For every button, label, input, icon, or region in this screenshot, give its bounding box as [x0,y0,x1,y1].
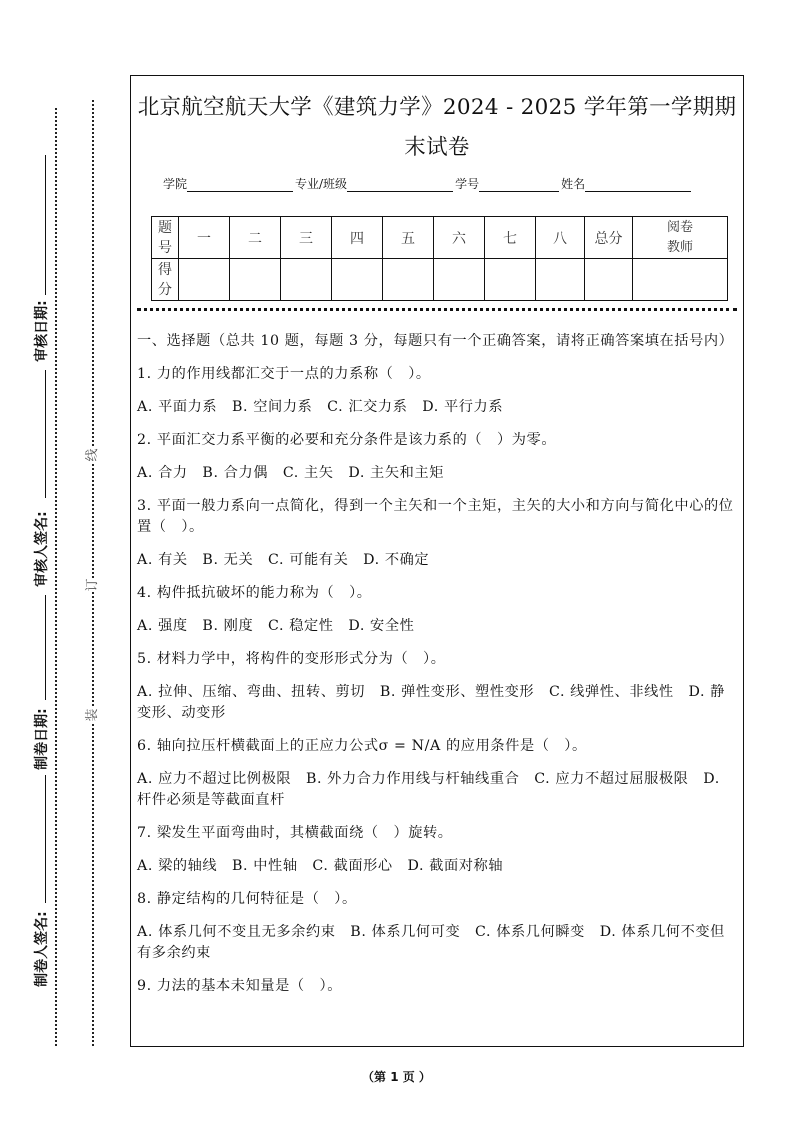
score-cell-total[interactable] [585,259,633,301]
col-header-3: 三 [281,217,332,259]
score-cell-4[interactable] [332,259,383,301]
question-5-options: A. 拉伸、压缩、弯曲、扭转、剪切 B. 弹性变形、塑性变形 C. 线弹性、非线性 D. 静变形、动变形 [137,684,725,721]
question-2-options: A. 合力 B. 合力偶 C. 主矢 D. 主矢和主矩 [137,465,444,481]
question-number-label: 题号 [152,217,179,259]
line-glyph: 线 [85,448,100,462]
cut-line-outer [92,100,94,1046]
compiler-signature-underline [45,775,46,905]
col-header-8: 八 [536,217,585,259]
score-cell-3[interactable] [281,259,332,301]
section-choice-questions [137,331,739,1009]
exam-paper [130,75,744,1047]
question-8-options: A. 体系几何不变且无多余约束 B. 体系几何可变 C. 体系几何瞬变 D. 体系几何不变但有多余约束 [137,924,725,961]
col-header-4: 四 [332,217,383,259]
score-table-score-row [152,259,728,301]
col-header-total: 总分 [585,217,633,259]
question-3-stem: 3. 平面一般力系向一点简化，得到一个主矢和一个主矩，主矢的大小和方向与简化中心的位置（ ）。 [137,498,734,535]
question-6-options: A. 应力不超过比例极限 B. 外力合力作用线与杆轴线重合 C. 应力不超过屈服极限 D. 杆件必须是等截面直杆 [137,771,720,808]
col-header-2: 二 [230,217,281,259]
section-heading: 一、选择题（总共 10 题，每题 3 分，每题只有一个正确答案，请将正确答案填在括号内） [137,333,734,349]
question-1-options: A. 平面力系 B. 空间力系 C. 汇交力系 D. 平行力系 [137,399,504,415]
question-1-stem: 1. 力的作用线都汇交于一点的力系称（ ）。 [137,366,431,382]
college-field[interactable] [187,179,293,192]
major-class-field[interactable] [347,179,453,192]
question-7-options: A. 梁的轴线 B. 中性轴 C. 截面形心 D. 截面对称轴 [137,858,504,874]
student-info-row [163,175,693,192]
question-9-stem: 9. 力法的基本未知量是（ ）。 [137,978,342,994]
cut-line-inner [55,108,57,1046]
question-7-stem: 7. 梁发生平面弯曲时，其横截面绕（ ）旋转。 [137,825,453,841]
question-4-stem: 4. 构件抵抗破坏的能力称为（ ）。 [137,585,372,601]
field-label-college: 学院 [163,177,188,191]
question-8-stem: 8. 静定结构的几何特征是（ ）。 [137,891,357,907]
dotted-separator [137,308,737,311]
exam-title: 北京航空航天大学《建筑力学》2024 - 2025 学年第一学期期末试卷 [137,95,737,160]
field-label-name: 姓名 [561,177,586,191]
score-table-header-row [152,217,728,259]
score-cell-grader[interactable] [633,259,728,301]
score-cell-8[interactable] [536,259,585,301]
compile-date-label: 制卷日期: [31,703,49,775]
score-label: 得分 [152,259,179,301]
page-number: （第 1 页 ） [362,1070,431,1084]
compile-date-underline [45,588,46,700]
col-header-5: 五 [383,217,434,259]
score-cell-6[interactable] [434,259,485,301]
col-header-7: 七 [485,217,536,259]
student-id-field[interactable] [479,179,559,192]
col-header-6: 六 [434,217,485,259]
question-2-stem: 2. 平面汇交力系平衡的必要和充分条件是该力系的（ ）为零。 [137,432,557,448]
question-6-stem: 6. 轴向拉压杆横截面上的正应力公式σ = N/A 的应用条件是（ ）。 [137,738,587,754]
review-date-underline [45,155,46,295]
reviewer-signature-label: 审核人签名: [31,503,49,595]
score-cell-2[interactable] [230,259,281,301]
bind-glyph: 装 [85,708,100,722]
reviewer-signature-underline [45,370,46,498]
question-5-stem: 5. 材料力学中，将构件的变形形式分为（ ）。 [137,651,446,667]
col-header-1: 一 [179,217,230,259]
staple-glyph: 订 [85,578,100,592]
compiler-signature-label: 制卷人签名: [31,903,49,995]
score-cell-1[interactable] [179,259,230,301]
field-label-major-class: 专业/班级 [295,177,348,191]
col-header-grader: 阅卷教师 [633,217,728,259]
question-4-options: A. 强度 B. 刚度 C. 稳定性 D. 安全性 [137,618,415,634]
score-cell-7[interactable] [485,259,536,301]
review-date-label: 审核日期: [31,295,49,367]
field-label-student-id: 学号 [455,177,480,191]
score-table [151,216,728,301]
name-field[interactable] [585,179,691,192]
question-3-options: A. 有关 B. 无关 C. 可能有关 D. 不确定 [137,552,430,568]
score-cell-5[interactable] [383,259,434,301]
